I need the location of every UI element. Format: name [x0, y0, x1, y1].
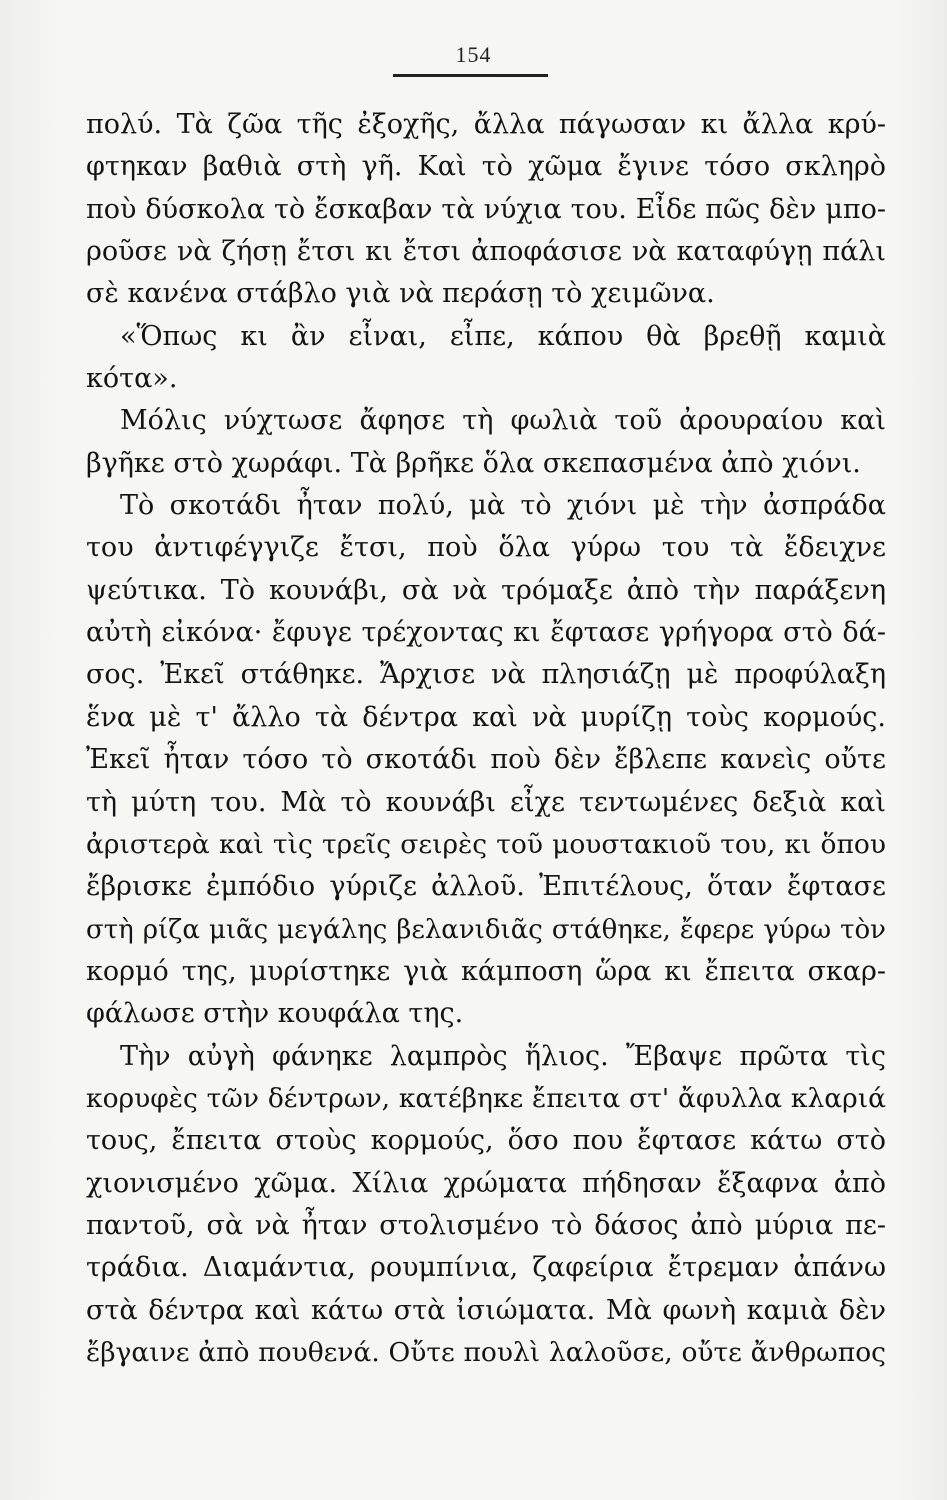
text-line: στὰ δέντρα καὶ κάτω στὰ ἰσιώματα. Μὰ φωνὴ καμιὰ δὲν: [86, 1294, 886, 1326]
text-line: τράδια. Διαμάντια, ρουμπίνια, ζαφείρια ἔτρεμαν ἀπάνω: [86, 1252, 886, 1284]
text-line: Μόλις νύχτωσε ἄφησε τὴ φωλιὰ τοῦ ἀρουραίου καὶ: [120, 405, 886, 437]
text-line: αὐτὴ εἰκόνα· ἔφυγε τρέχοντας κι ἔφτασε γρήγορα στὸ δά-: [86, 617, 886, 649]
text-line: ἕνα μὲ τ' ἄλλο τὰ δέντρα καὶ νὰ μυρίζῃ τοὺς κορμούς.: [86, 701, 886, 733]
text-line: χιονισμένο χῶμα. Χίλια χρώματα πήδησαν ἔξαφνα ἀπὸ: [86, 1167, 886, 1199]
text-line: τὴ μύτη του. Μὰ τὸ κουνάβι εἶχε τεντωμένες δεξιὰ καὶ: [86, 786, 886, 818]
text-line: σος. Ἐκεῖ στάθηκε. Ἄρχισε νὰ πλησιάζῃ μὲ προφύλαξη: [86, 659, 886, 691]
page-number: 154: [455, 42, 492, 67]
text-line: ἔβρισκε ἐμπόδιο γύριζε ἀλλοῦ. Ἐπιτέλους, ὅταν ἔφτασε: [86, 871, 886, 903]
text-line: ροῦσε νὰ ζήσῃ ἔτσι κι ἔτσι ἀποφάσισε νὰ καταφύγῃ πάλι: [86, 236, 886, 268]
text-line: του ἀντιφέγγιζε ἔτσι, ποὺ ὅλα γύρω του τὰ ἔδειχνε: [86, 532, 886, 564]
text-line: φτηκαν βαθιὰ στὴ γῆ. Καὶ τὸ χῶμα ἔγινε τόσο σκληρὸ: [86, 151, 886, 183]
text-line: βγῆκε στὸ χωράφι. Τὰ βρῆκε ὅλα σκεπασμένα ἀπὸ χιόνι.: [86, 447, 861, 479]
text-line: ἔβγαινε ἀπὸ πουθενά. Οὔτε πουλὶ λαλοῦσε, οὔτε ἄνθρωπος: [86, 1336, 886, 1368]
text-line: κορμό της, μυρίστηκε γιὰ κάμποση ὥρα κι ἔπειτα σκαρ-: [86, 955, 886, 987]
text-line: «Ὅπως κι ἂν εἶναι, εἶπε, κάπου θὰ βρεθῇ καμιὰ: [120, 320, 886, 352]
text-line: τους, ἔπειτα στοὺς κορμούς, ὅσο που ἔφτασε κάτω στὸ: [86, 1125, 886, 1157]
text-line: ποὺ δύσκολα τὸ ἔσκαβαν τὰ νύχια του. Εἶδε πῶς δὲν μπο-: [86, 193, 886, 225]
text-line: Ἐκεῖ ἦταν τόσο τὸ σκοτάδι ποὺ δὲν ἔβλεπε κανεὶς οὔτε: [86, 744, 886, 776]
text-line: ἀριστερὰ καὶ τὶς τρεῖς σειρὲς τοῦ μουστακιοῦ του, κι ὅπου: [86, 828, 886, 860]
text-line: σὲ κανένα στάβλο γιὰ νὰ περάσῃ τὸ χειμῶνα.: [86, 278, 715, 310]
body-text: [86, 104, 886, 1374]
text-line: κότα».: [86, 363, 178, 395]
text-line: στὴ ρίζα μιᾶς μεγάλης βελανιδιᾶς στάθηκε, ἔφερε γύρω τὸν: [86, 914, 886, 945]
text-line: Τὸ σκοτάδι ἦταν πολύ, μὰ τὸ χιόνι μὲ τὴν ἀσπράδα: [120, 490, 886, 522]
header-rule: [393, 74, 548, 77]
text-line: φάλωσε στὴν κουφάλα της.: [86, 998, 464, 1030]
text-line: Τὴν αὐγὴ φάνηκε λαμπρὸς ἥλιος. Ἔβαψε πρῶτα τὶς: [120, 1040, 886, 1072]
text-line: κορυφὲς τῶν δέντρων, κατέβηκε ἔπειτα στ' ἄφυλλα κλαριά: [86, 1082, 886, 1114]
text-line: πολύ. Τὰ ζῶα τῆς ἐξοχῆς, ἄλλα πάγωσαν κι ἄλλα κρύ-: [86, 109, 886, 140]
text-line: ψεύτικα. Τὸ κουνάβι, σὰ νὰ τρόμαξε ἀπὸ τὴν παράξενη: [86, 574, 886, 606]
text-line: παντοῦ, σὰ νὰ ἦταν στολισμένο τὸ δάσος ἀπὸ μύρια πε-: [86, 1209, 886, 1241]
